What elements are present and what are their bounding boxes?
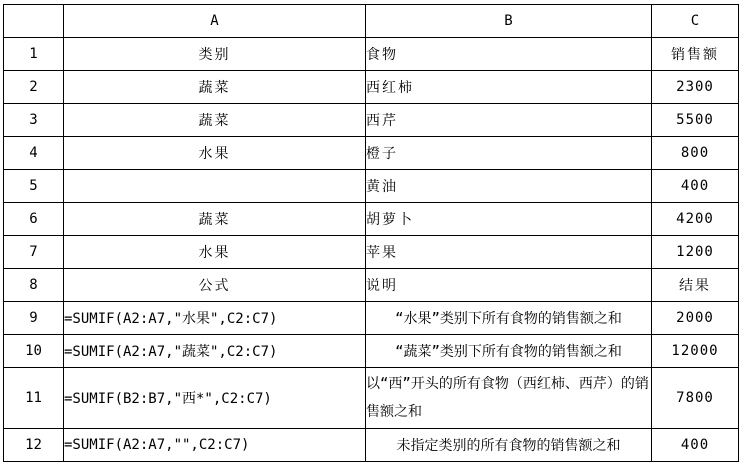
cell-a-formula[interactable]: =SUMIF(A2:A7,"",C2:C7) [64,429,366,462]
cell-a-formula[interactable]: =SUMIF(B2:B7,"西*",C2:C7) [64,368,366,429]
table-row [4,302,739,335]
row-header[interactable]: 9 [4,302,64,335]
cell-a[interactable]: 类别 [64,38,366,71]
cell-b[interactable]: 说明 [366,269,652,302]
cell-b[interactable]: 食物 [366,38,652,71]
table-row [4,104,739,137]
cell-c[interactable]: 12000 [652,335,739,368]
row-header[interactable]: 7 [4,236,64,269]
table-row [4,203,739,236]
cell-c[interactable]: 1200 [652,236,739,269]
row-header[interactable]: 11 [4,368,64,429]
cell-c[interactable]: 400 [652,170,739,203]
row-header[interactable]: 1 [4,38,64,71]
spreadsheet-table [3,4,739,462]
table-row [4,71,739,104]
cell-b[interactable]: 西红柿 [366,71,652,104]
cell-b[interactable]: 橙子 [366,137,652,170]
cell-b[interactable]: 西芹 [366,104,652,137]
cell-a-formula[interactable]: =SUMIF(A2:A7,"蔬菜",C2:C7) [64,335,366,368]
row-header[interactable]: 8 [4,269,64,302]
row-header[interactable]: 2 [4,71,64,104]
cell-a[interactable]: 公式 [64,269,366,302]
table-row [4,170,739,203]
cell-a[interactable]: 蔬菜 [64,104,366,137]
column-header-row [4,5,739,38]
cell-c[interactable]: 结果 [652,269,739,302]
row-header[interactable]: 6 [4,203,64,236]
row-header[interactable]: 4 [4,137,64,170]
cell-c[interactable]: 7800 [652,368,739,429]
cell-a[interactable]: 水果 [64,137,366,170]
cell-b-description[interactable]: 未指定类别的所有食物的销售额之和 [366,429,652,462]
row-header[interactable]: 10 [4,335,64,368]
cell-c[interactable]: 4200 [652,203,739,236]
table-row [4,38,739,71]
cell-b[interactable]: 胡萝卜 [366,203,652,236]
row-header[interactable]: 3 [4,104,64,137]
cell-c[interactable]: 2000 [652,302,739,335]
cell-c[interactable]: 400 [652,429,739,462]
corner-cell[interactable] [4,5,64,38]
table-row [4,236,739,269]
cell-c[interactable]: 800 [652,137,739,170]
cell-a[interactable]: 蔬菜 [64,203,366,236]
column-header-c[interactable]: C [652,5,739,38]
cell-b[interactable]: 苹果 [366,236,652,269]
column-header-b[interactable]: B [366,5,652,38]
cell-a[interactable]: 水果 [64,236,366,269]
cell-b-description[interactable]: 以“西”开头的所有食物（西红柿、西芹）的销售额之和 [366,368,652,429]
cell-b[interactable]: 黄油 [366,170,652,203]
cell-b-description[interactable]: “水果”类别下所有食物的销售额之和 [366,302,652,335]
cell-a-formula[interactable]: =SUMIF(A2:A7,"水果",C2:C7) [64,302,366,335]
table-row [4,137,739,170]
cell-b-description[interactable]: “蔬菜”类别下所有食物的销售额之和 [366,335,652,368]
row-header[interactable]: 5 [4,170,64,203]
cell-a[interactable]: 蔬菜 [64,71,366,104]
table-row [4,335,739,368]
cell-a[interactable] [64,170,366,203]
cell-c[interactable]: 2300 [652,71,739,104]
table-row [4,429,739,462]
cell-c[interactable]: 5500 [652,104,739,137]
row-header[interactable]: 12 [4,429,64,462]
column-header-a[interactable]: A [64,5,366,38]
cell-c[interactable]: 销售额 [652,38,739,71]
table-row [4,269,739,302]
table-row [4,368,739,429]
